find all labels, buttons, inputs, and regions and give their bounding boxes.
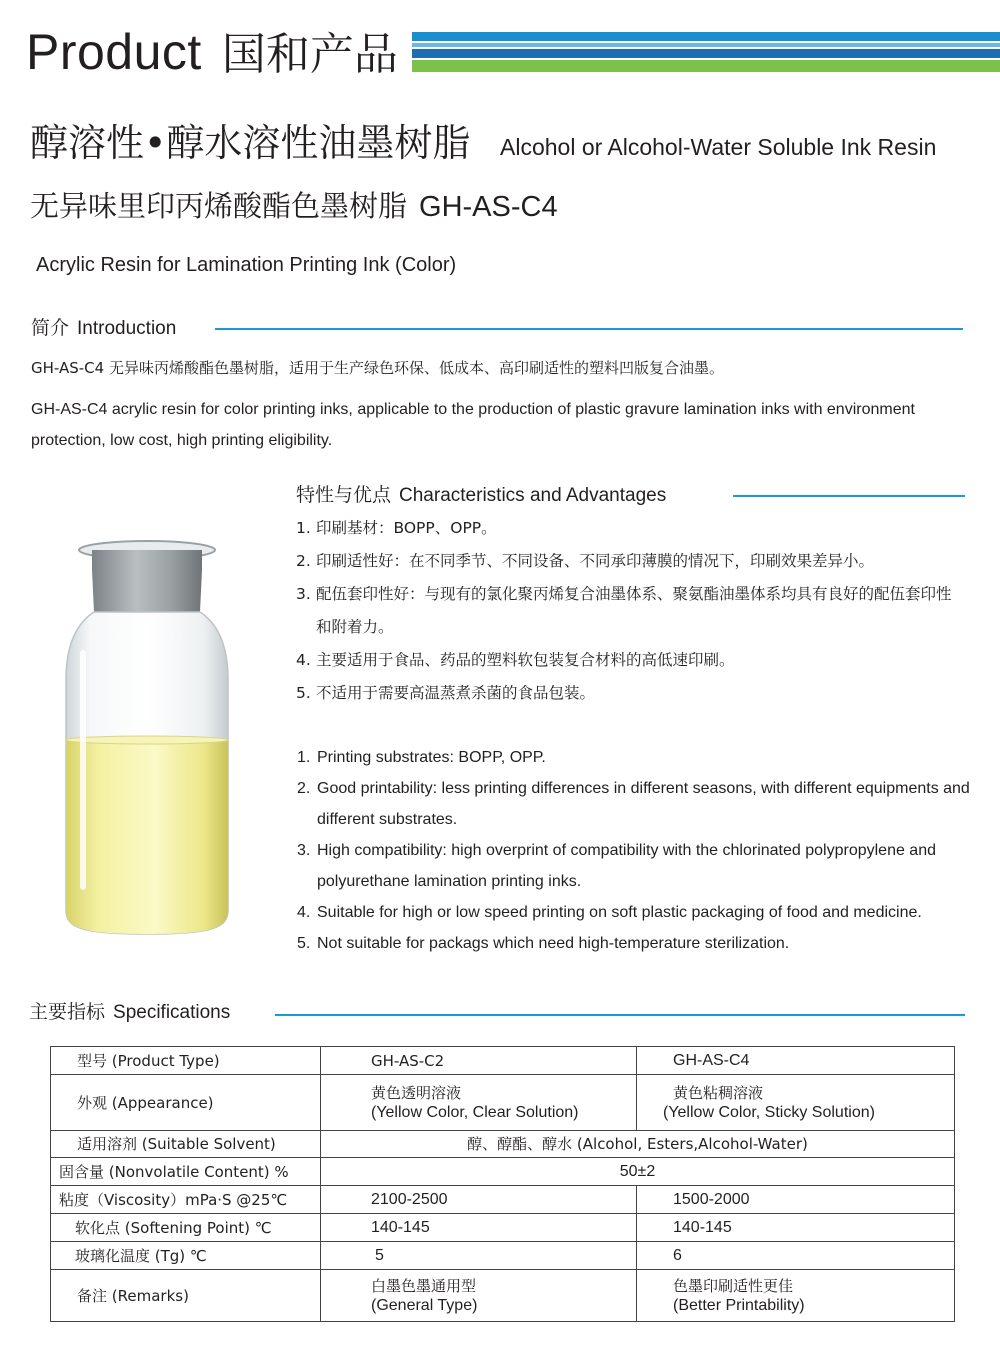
product-category-title-en: Alcohol or Alcohol-Water Soluble Ink Resin	[500, 134, 937, 160]
product-code: GH-AS-C4	[419, 191, 558, 223]
specifications-table	[50, 1046, 955, 1322]
list-item: 3. High compatibility: high overprint of compatibility with the chlorinated polypropylene and polyurethane lamination printing inks.	[297, 842, 936, 890]
characteristics-divider	[733, 495, 965, 497]
list-item: 2. 印刷适性好：在不同季节、不同设备、不同承印薄膜的情况下，印刷效果差异小。	[296, 552, 875, 570]
list-item: 5. 不适用于需要高温蒸煮杀菌的食品包装。	[296, 684, 596, 702]
table-row	[51, 1158, 955, 1186]
header-title-en: Product	[26, 24, 202, 80]
table-cell: 2100-2500	[321, 1186, 637, 1214]
table-cell: 5	[321, 1242, 637, 1270]
table-cell-label: 备注 (Remarks)	[51, 1270, 321, 1322]
page-header-title	[26, 22, 398, 85]
table-row	[51, 1047, 955, 1075]
table-row	[51, 1270, 955, 1322]
specifications-heading-cn: 主要指标	[29, 1001, 106, 1023]
table-cell: 50±2	[321, 1158, 955, 1186]
table-cell-label: 适用溶剂 (Suitable Solvent)	[51, 1131, 321, 1158]
table-cell-label: 粘度（Viscosity）mPa·S @25℃	[51, 1186, 321, 1214]
table-cell: 140-145	[637, 1214, 955, 1242]
characteristics-list-en	[297, 742, 987, 959]
table-cell-label: 外观 (Appearance)	[51, 1075, 321, 1131]
intro-heading	[31, 315, 176, 342]
list-item: 3. 配伍套印性好：与现有的氯化聚丙烯复合油墨体系、聚氨酯油墨体系均具有良好的配伍套印性和附着力。	[296, 585, 952, 636]
table-cell: 黄色粘稠溶液 (Yellow Color, Sticky Solution)	[637, 1075, 955, 1131]
table-cell: 1500-2000	[637, 1186, 955, 1214]
product-name-cn-text: 无异味里印丙烯酸酯色墨树脂	[30, 189, 408, 223]
table-cell: 醇、醇酯、醇水 (Alcohol, Esters,Alcohol-Water)	[321, 1131, 955, 1158]
characteristics-heading-cn: 特性与优点	[296, 484, 392, 506]
product-name-cn	[30, 185, 558, 228]
table-cell-label: 固含量 (Nonvolatile Content) %	[51, 1158, 321, 1186]
table-cell: 色墨印刷适性更佳 (Better Printability)	[637, 1270, 955, 1322]
table-row	[51, 1186, 955, 1214]
resin-bottle-image	[52, 540, 242, 940]
intro-heading-cn: 简介	[31, 317, 70, 339]
specifications-divider	[275, 1014, 965, 1016]
table-cell: 140-145	[321, 1214, 637, 1242]
list-item: 1. 印刷基材：BOPP、OPP。	[296, 519, 497, 537]
header-title-cn: 国和产品	[221, 29, 398, 80]
header-stripe-band	[412, 32, 1000, 74]
intro-text-cn: GH-AS-C4 无异味丙烯酸酯色墨树脂，适用于生产绿色环保、低成本、高印刷适性的塑料凹版复合油墨。	[31, 359, 724, 377]
intro-text-en: GH-AS-C4 acrylic resin for color printing inks, applicable to the production of plastic gravure lamination inks with environment protection, low cost, high printing eligibility.	[31, 401, 915, 449]
characteristics-heading	[296, 482, 666, 509]
intro-heading-en: Introduction	[77, 318, 177, 339]
table-cell-label: 软化点 (Softening Point) ℃	[51, 1214, 321, 1242]
characteristics-heading-en: Characteristics and Advantages	[399, 485, 667, 506]
table-cell: GH-AS-C4	[637, 1047, 955, 1075]
list-item: 1. Printing substrates: BOPP, OPP.	[297, 749, 546, 766]
list-item: 5. Not suitable for packags which need high-temperature sterilization.	[297, 935, 790, 952]
specifications-heading-en: Specifications	[113, 1002, 231, 1023]
intro-divider	[215, 328, 963, 330]
list-item: 2. Good printability: less printing differences in different seasons, with different equipments and different substrates.	[297, 780, 970, 828]
specifications-heading	[29, 999, 230, 1026]
table-row	[51, 1242, 955, 1270]
table-cell: 白墨色墨通用型 (General Type)	[321, 1270, 637, 1322]
product-name-en: Acrylic Resin for Lamination Printing Ink (Color)	[36, 254, 457, 276]
table-cell: 黄色透明溶液 (Yellow Color, Clear Solution)	[321, 1075, 637, 1131]
table-cell-label: 型号 (Product Type)	[51, 1047, 321, 1075]
table-row	[51, 1214, 955, 1242]
table-row	[51, 1131, 955, 1158]
table-cell: 6	[637, 1242, 955, 1270]
characteristics-list-cn	[296, 512, 966, 710]
table-row	[51, 1075, 955, 1131]
list-item: 4. Suitable for high or low speed printing on soft plastic packaging of food and medicine.	[297, 904, 922, 921]
table-cell-label: 玻璃化温度 (Tg) ℃	[51, 1242, 321, 1270]
list-item: 4. 主要适用于食品、药品的塑料软包装复合材料的高低速印刷。	[296, 651, 735, 669]
table-cell: GH-AS-C2	[321, 1047, 637, 1075]
product-category-title-cn: 醇溶性•醇水溶性油墨树脂	[30, 121, 471, 165]
